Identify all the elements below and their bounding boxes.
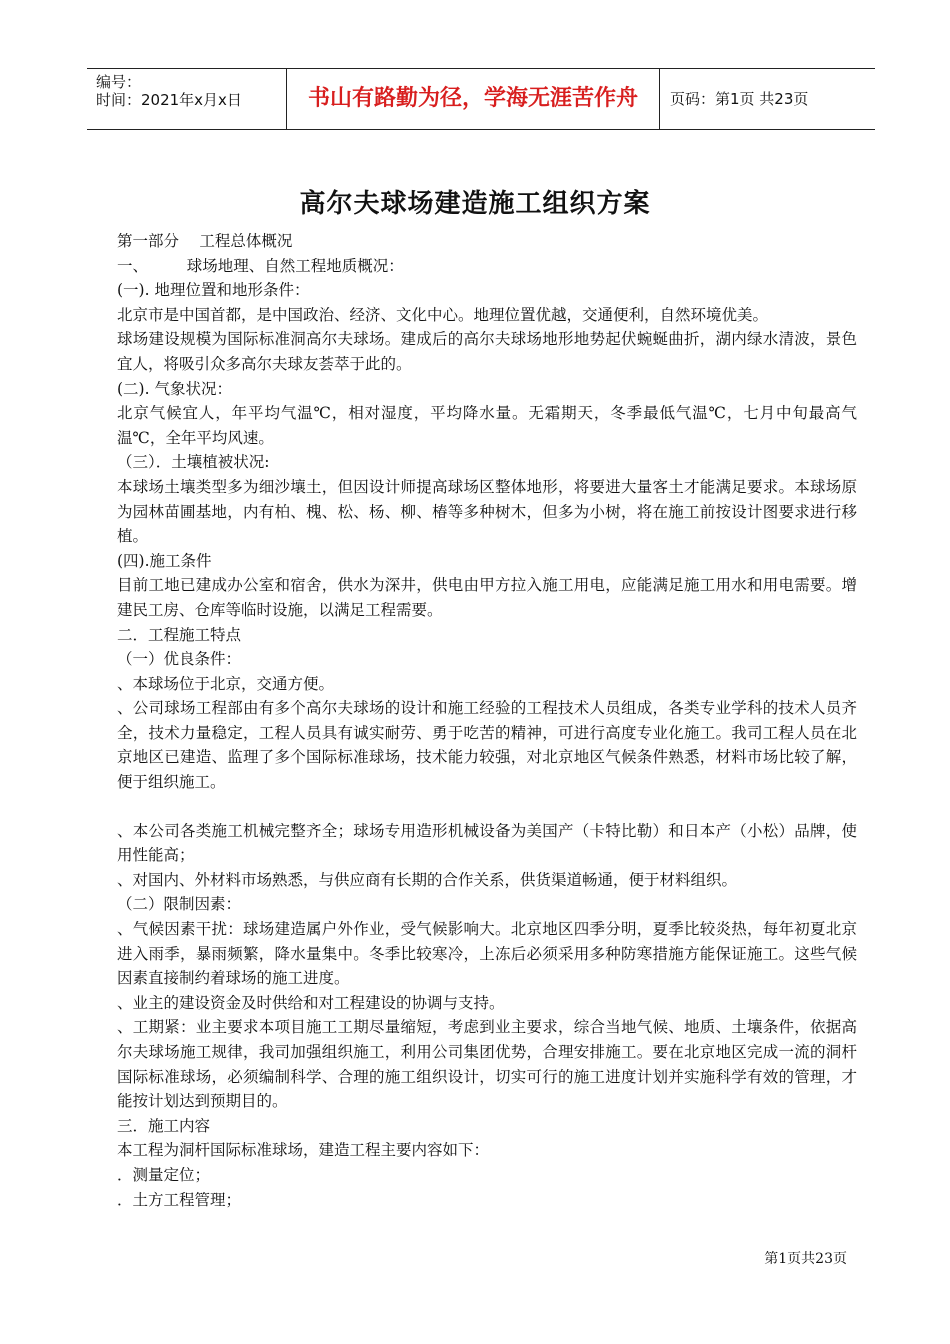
paragraph: (一). 地理位置和地形条件：	[117, 281, 310, 300]
paragraph: 、本公司各类施工机械完整齐全；球场专用造形机械设备为美国产（卡特比勒）和日本产（小松）品牌，使用性能高；	[117, 821, 857, 865]
document-body	[117, 229, 857, 1212]
paragraph: 、气候因素干扰：球场建造属户外作业，受气候影响大。北京地区四季分明，夏季比较炎热，每年初夏北京进入雨季，暴雨频繁，降水量集中。冬季比较寒冷，上冻后必须采用多种防寒措施方能保证施工。这些气候因素直接制约着球场的施工进度。	[117, 920, 857, 988]
paragraph-spacer	[117, 795, 857, 819]
paragraph: 北京市是中国首都，是中国政治、经济、文化中心。地理位置优越，交通便利，自然环境优美。	[117, 305, 769, 324]
header-motto: 书山有路勤为径，学海无涯苦作舟	[287, 69, 660, 129]
header-page-label: 页码：第1页 共23页	[670, 90, 809, 108]
paragraph: 二．工程施工特点	[117, 625, 242, 644]
paragraph: 球场建设规模为国际标准洞高尔夫球场。建成后的高尔夫球场地形地势起伏蜿蜒曲折，湖内绿水清波，景色宜人，将吸引众多高尔夫球友荟萃于此的。	[117, 330, 857, 373]
page-footer: 第1页共23页	[764, 1251, 847, 1267]
paragraph: 本工程为洞杆国际标准球场，建造工程主要内容如下：	[117, 1141, 490, 1160]
paragraph: 、业主的建设资金及时供给和对工程建设的协调与支持。	[117, 993, 505, 1012]
paragraph: 第一部分 工程总体概况	[117, 232, 293, 250]
paragraph: 一、 球场地理、自然工程地质概况：	[117, 256, 404, 275]
page-header	[87, 68, 875, 130]
paragraph: 三．施工内容	[117, 1116, 211, 1135]
paragraph: ．测量定位；	[117, 1165, 211, 1184]
document-title: 高尔夫球场建造施工组织方案	[299, 189, 651, 219]
paragraph: （一）优良条件：	[117, 650, 242, 669]
paragraph: 北京气候宜人，年平均气温℃，相对湿度，平均降水量。无霜期天，冬季最低气温℃，七月中旬最高气温℃，全年平均风速。	[117, 404, 857, 447]
paragraph: （二）限制因素：	[117, 895, 242, 914]
paragraph: 、本球场位于北京，交通方便。	[117, 674, 335, 693]
paragraph: 、工期紧：业主要求本项目施工工期尽量缩短，考虑到业主要求，综合当地气候、地质、土壤条件，依据高尔夫球场施工规律，我司加强组织施工，利用公司集团优势，合理安排施工。要在北京地区完成一流的洞杆国际标准球场，必须编制科学、合理的施工组织设计，切实可行的施工进度计划并实施科学有效的管理，才能按计划达到预期目的。	[117, 1018, 857, 1111]
number-label: 编号：	[96, 73, 142, 91]
paragraph: (二). 气象状况：	[117, 379, 232, 398]
paragraph: （三）．土壤植被状况:	[117, 453, 270, 472]
paragraph: 、公司球场工程部由有多个高尔夫球场的设计和施工经验的工程技术人员组成，各类专业学科的技术人员齐全，技术力量稳定，工程人员具有诚实耐劳、勇于吃苦的精神，可进行高度专业化施工。我司工程人员在北京地区已建造、监理了多个国际标准球场，技术能力较强，对北京地区气候条件熟悉，材料市场比较了解，便于组织施工。	[117, 699, 857, 792]
paragraph: 目前工地已建成办公室和宿舍，供水为深井，供电由甲方拉入施工用电，应能满足施工用水和用电需要。增建民工房、仓库等临时设施，以满足工程需要。	[117, 576, 857, 619]
paragraph: (四).施工条件	[117, 551, 212, 570]
paragraph: ．土方工程管理；	[117, 1190, 242, 1209]
paragraph: 本球场土壤类型多为细沙壤土，但因设计师提高球场区整体地形，将要进大量客土才能满足要求。本球场原为园林苗圃基地，内有柏、槐、松、杨、柳、椿等多种树木，但多为小树，将在施工前按设计图要求进行移植。	[117, 477, 857, 546]
time-label: 时间：2021年x月x日	[96, 91, 242, 109]
header-meta	[87, 69, 287, 129]
paragraph: 、对国内、外材料市场熟悉，与供应商有长期的合作关系，供货渠道畅通，便于材料组织。	[117, 870, 738, 889]
